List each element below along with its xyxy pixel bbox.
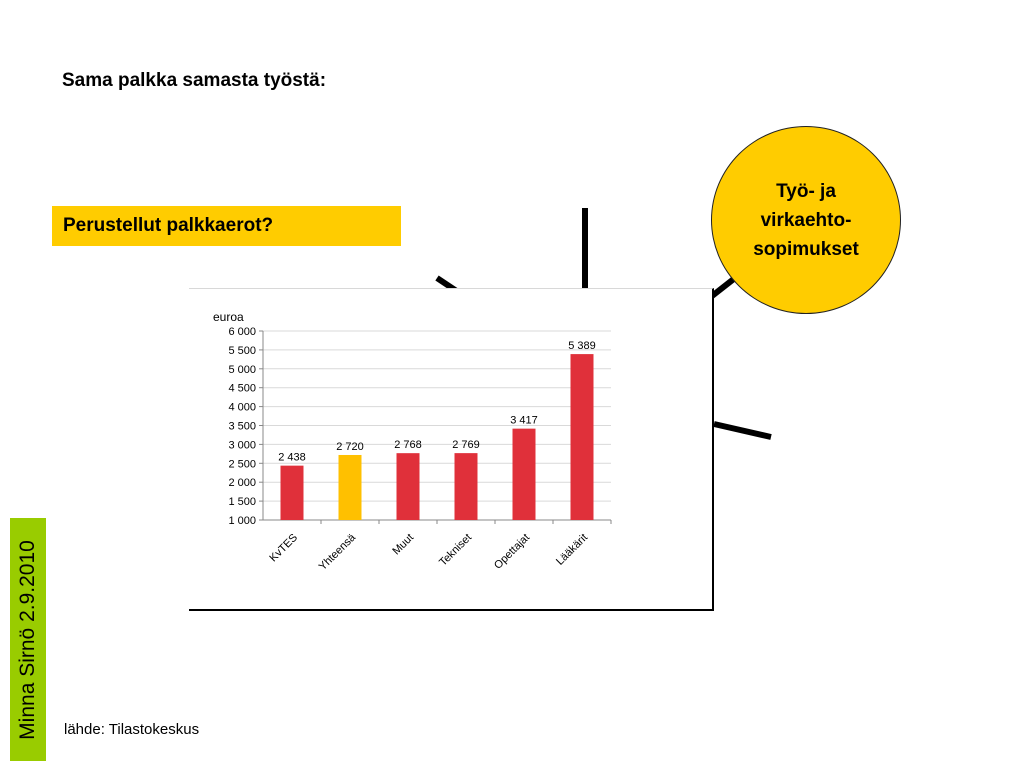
y-tick-label: 4 000 xyxy=(228,401,256,414)
x-tick-label: Muut xyxy=(390,531,417,558)
x-tick-label: Opettajat xyxy=(492,531,533,572)
right-stroke xyxy=(714,424,771,437)
bar-layer xyxy=(281,354,594,520)
x-tick-label: Yhteensä xyxy=(316,531,359,573)
highlight-box-label: Perustellut palkkaerot? xyxy=(63,215,274,236)
bar xyxy=(513,429,536,520)
circle-label: Työ- ja virkaehto- sopimukset xyxy=(753,180,859,260)
author-date-label: Minna Sirnö 2.9.2010 xyxy=(16,540,39,740)
y-tick-label: 5 500 xyxy=(228,344,256,357)
y-tick-label: 5 000 xyxy=(228,363,256,376)
data-label: 3 417 xyxy=(510,414,538,427)
bar xyxy=(281,466,304,520)
y-tick-label: 3 500 xyxy=(228,420,256,433)
y-tick-label: 2 000 xyxy=(228,477,256,490)
y-tick-label: 6 000 xyxy=(228,326,256,338)
y-tick-label: 1 000 xyxy=(228,515,256,527)
chart-unit-label: euroa xyxy=(213,310,244,324)
salary-bar-chart xyxy=(189,288,714,611)
bar xyxy=(339,455,362,520)
highlight-box xyxy=(52,206,401,246)
circle-connector-stroke xyxy=(712,278,735,296)
data-label: 5 389 xyxy=(568,340,596,353)
label-layer xyxy=(228,326,595,573)
bar xyxy=(571,354,594,520)
y-tick-label: 3 000 xyxy=(228,439,256,452)
data-label: 2 769 xyxy=(452,439,480,452)
bar xyxy=(455,453,478,520)
grid-layer xyxy=(259,331,611,524)
data-label: 2 438 xyxy=(278,451,306,464)
data-label: 2 768 xyxy=(394,439,422,452)
y-tick-label: 4 500 xyxy=(228,382,256,395)
y-tick-label: 1 500 xyxy=(228,496,256,509)
y-tick-label: 2 500 xyxy=(228,458,256,471)
agreement-circle xyxy=(711,126,901,314)
bar xyxy=(397,453,420,520)
source-label: lähde: Tilastokeskus xyxy=(64,721,200,738)
x-tick-label: KvTES xyxy=(267,531,301,565)
slide-title: Sama palkka samasta työstä: xyxy=(62,70,327,91)
x-tick-label: Lääkärit xyxy=(553,531,591,568)
data-label: 2 720 xyxy=(336,440,364,453)
x-tick-label: Tekniset xyxy=(437,531,475,569)
